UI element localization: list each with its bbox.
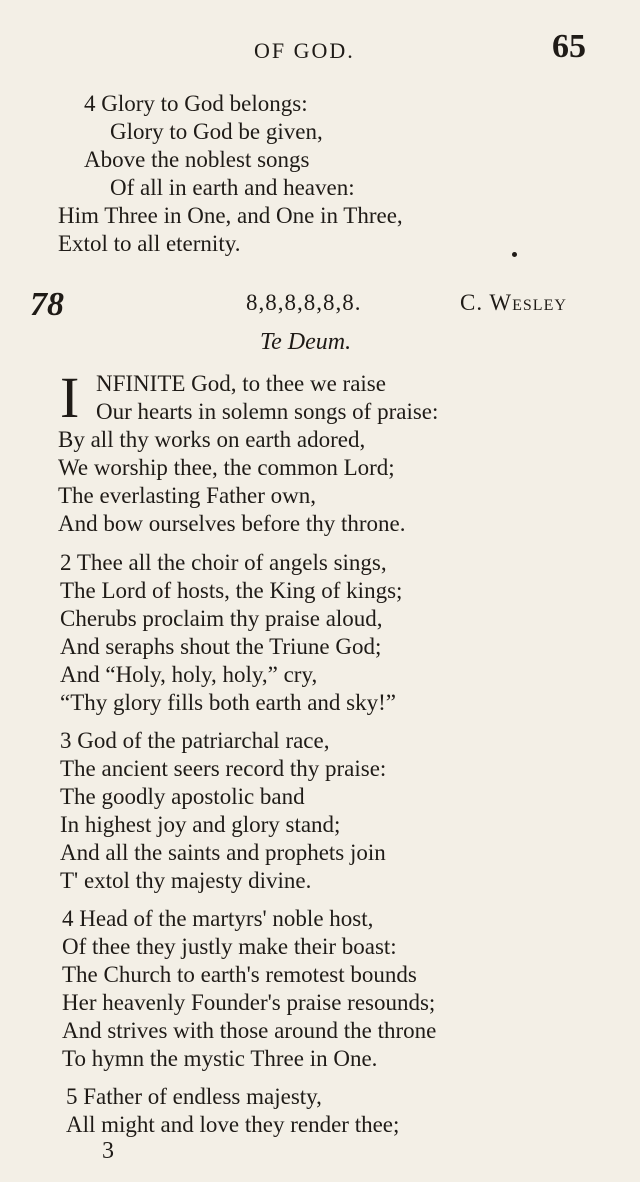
stanza-line: The goodly apostolic band [60,784,305,809]
stanza-line: “Thy glory fills both earth and sky!” [60,690,396,715]
stanza-line: The Church to earth's remotest bounds [62,962,417,987]
stanza-line: Cherubs proclaim thy praise aloud, [60,606,383,631]
previous-stanza-line: Of all in earth and heaven: [110,175,355,200]
previous-stanza-line: Above the noblest songs [84,147,310,172]
printer-dot [512,252,517,257]
stanza-line: In highest joy and glory stand; [60,812,341,837]
stanza-line: The ancient seers record thy praise: [60,756,387,781]
stanza-line: 2 Thee all the choir of angels sings, [60,550,387,575]
hymn-meter: 8,8,8,8,8,8. [246,290,362,315]
running-header: OF GOD. [254,38,355,63]
stanza-line: And bow ourselves before thy throne. [58,511,406,536]
stanza-line: The Lord of hosts, the King of kings; [60,578,403,603]
drop-capital: I [60,365,80,430]
stanza-line: Our hearts in solemn songs of praise: [96,399,439,424]
stanza-line: By all thy works on earth adored, [58,427,366,452]
stanza-line: We worship thee, the common Lord; [58,455,395,480]
hymn-author: C. Wesley [460,290,567,315]
stanza-line: 4 Head of the martyrs' noble host, [62,906,374,931]
stanza-line: And seraphs shout the Triune God; [60,634,382,659]
stanza-line: Her heavenly Founder's praise resounds; [62,990,436,1015]
stanza-line: And strives with those around the throne [62,1018,437,1043]
stanza-line: The everlasting Father own, [58,483,317,508]
hymn-number: 78 [30,286,64,323]
stanza-line: To hymn the mystic Three in One. [62,1046,378,1071]
stanza-line: All might and love they render thee; [66,1112,400,1137]
hymn-subtitle: Te Deum. [260,329,352,355]
stanza-line: T' extol thy majesty divine. [60,868,312,893]
stanza-line: And all the saints and prophets join [60,840,386,865]
previous-stanza-line: Extol to all eternity. [58,231,241,256]
page-number: 65 [552,28,586,65]
signature-mark: 3 [102,1138,114,1164]
stanza-line: NFINITE God, to thee we raise [96,371,386,396]
previous-stanza-line: 4 Glory to God belongs: [84,91,308,116]
stanza-line: And “Holy, holy, holy,” cry, [60,662,318,687]
stanza-line: 3 God of the patriarchal race, [60,728,330,753]
previous-stanza-line: Glory to God be given, [110,119,323,144]
stanza-line: Of thee they justly make their boast: [62,934,397,959]
previous-stanza-line: Him Three in One, and One in Three, [58,203,403,228]
stanza-line: 5 Father of endless majesty, [66,1084,322,1109]
